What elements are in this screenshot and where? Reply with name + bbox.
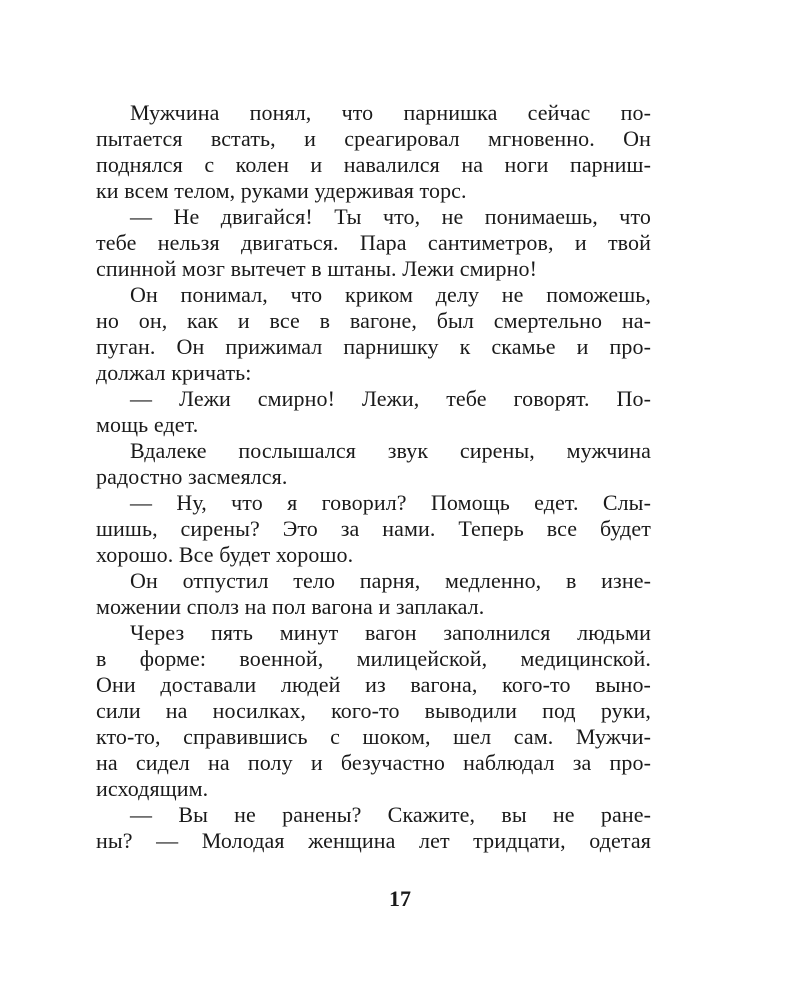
text-line: Мужчина понял, что парнишка сейчас по- bbox=[130, 100, 651, 125]
body-text bbox=[96, 100, 651, 854]
text-line: — Не двигайся! Ты что, не понимаешь, что bbox=[130, 204, 651, 229]
text-line: Он понимал, что криком делу не поможешь, bbox=[130, 282, 651, 307]
text-line: тебе нельзя двигаться. Пара сантиметров, и твой bbox=[96, 230, 651, 255]
text-line: на сидел на полу и безучастно наблюдал за про- bbox=[96, 750, 651, 775]
text-line: пытается встать, и среагировал мгновенно. Он bbox=[96, 126, 651, 151]
text-line: — Вы не ранены? Скажите, вы не ране- bbox=[130, 802, 651, 827]
text-line: спинной мозг вытечет в штаны. Лежи смирно! bbox=[96, 256, 538, 281]
text-line: Он отпустил тело парня, медленно, в изне- bbox=[130, 568, 651, 593]
text-line: Они доставали людей из вагона, кого-то выно- bbox=[96, 672, 651, 697]
text-line: мощь едет. bbox=[96, 412, 199, 437]
text-line: Через пять минут вагон заполнился людьми bbox=[130, 620, 651, 645]
text-line: должал кричать: bbox=[96, 360, 252, 385]
text-line: хорошо. Все будет хорошо. bbox=[96, 542, 354, 567]
text-line: — Ну, что я говорил? Помощь едет. Слы- bbox=[130, 490, 651, 515]
text-line: исходящим. bbox=[96, 776, 209, 801]
text-line: сили на носилках, кого-то выводили под руки, bbox=[96, 698, 651, 723]
text-line: в форме: военной, милицейской, медицинской. bbox=[96, 646, 651, 671]
text-line: но он, как и все в вагоне, был смертельно на- bbox=[96, 308, 651, 333]
text-line: поднялся с колен и навалился на ноги парниш- bbox=[96, 152, 651, 177]
text-line: радостно засмеялся. bbox=[96, 464, 288, 489]
text-line: пуган. Он прижимал парнишку к скамье и про- bbox=[96, 334, 651, 359]
text-line: кто-то, справившись с шоком, шел сам. Мужчи- bbox=[96, 724, 651, 749]
text-line: Вдалеке послышался звук сирены, мужчина bbox=[130, 438, 651, 463]
text-line: — Лежи смирно! Лежи, тебе говорят. По- bbox=[130, 386, 651, 411]
text-line: шишь, сирены? Это за нами. Теперь все будет bbox=[96, 516, 651, 541]
text-line: можении сполз на пол вагона и заплакал. bbox=[96, 594, 485, 619]
page-number: 17 bbox=[389, 886, 411, 911]
text-line: ны? — Молодая женщина лет тридцати, одетая bbox=[96, 828, 651, 853]
text-line: ки всем телом, руками удерживая торс. bbox=[96, 178, 467, 203]
